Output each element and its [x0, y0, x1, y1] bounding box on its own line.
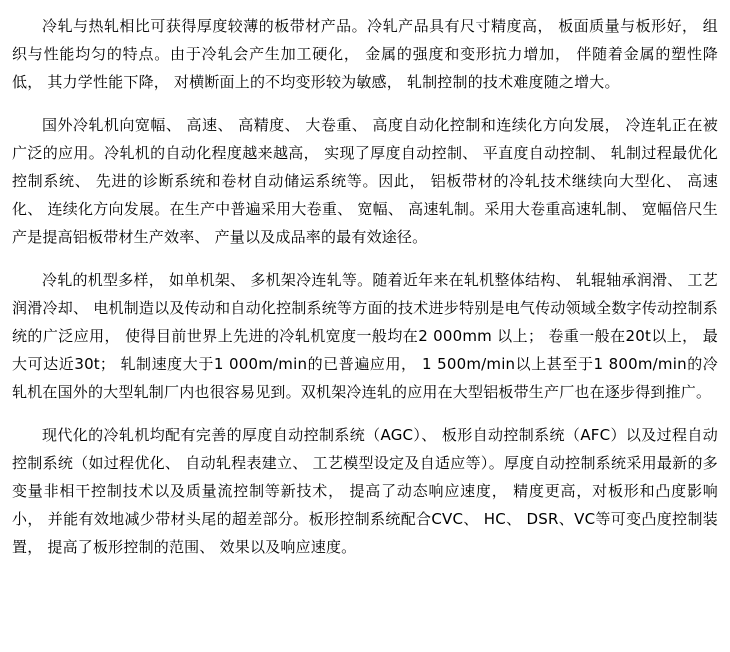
paragraph-3: 冷轧的机型多样， 如单机架、 多机架冷连轧等。随着近年来在轧机整体结构、 轧辊轴承润滑、 工艺润滑冷却、 电机制造以及传动和自动化控制系统等方面的技术进步特别是电气传动领域全数字传动控制系统的广泛应用， 使得目前世界上先进的冷轧机宽度一般均在2 000mm 以上； 卷重一般在20t以上， 最大可达近30t； 轧制速度大于1 000m/min的已普遍应用， 1 500m/min以上甚至于1 800m/min的冷轧机在国外的大型轧制厂内也很容易见到。双机架冷连轧的应用在大型铝板带生产厂也在逐步得到推广。 — [12, 271, 718, 401]
paragraph-2: 国外冷轧机向宽幅、 高速、 高精度、 大卷重、 高度自动化控制和连续化方向发展， 冷连轧正在被广泛的应用。冷轧机的自动化程度越来越高， 实现了厚度自动控制、 平直度自动控制、 轧制过程最优化控制系统、 先进的诊断系统和卷材自动储运系统等。因此， 铝板带材的冷轧技术继续向大型化、 高速化、 连续化方向发展。在生产中普遍采用大卷重、 宽幅、 高速轧制。采用大卷重高速轧制、 宽幅倍尺生产是提高铝板带材生产效率、 产量以及成品率的最有效途径。 — [12, 116, 718, 246]
paragraph-4: 现代化的冷轧机均配有完善的厚度自动控制系统（AGC）、 板形自动控制系统（AFC）以及过程自动控制系统（如过程优化、 自动轧程表建立、 工艺模型设定及自适应等）。厚度自动控制系统采用最新的多变量非相干控制技术以及质量流控制等新技术， 提高了动态响应速度， 精度更高，对板形和凸度影响小， 并能有效地减少带材头尾的超差部分。板形控制系统配合CVC、 HC、 DSR、VC等可变凸度控制装置， 提高了板形控制的范围、 效果以及响应速度。 — [12, 426, 718, 556]
document-body — [12, 12, 718, 576]
paragraph-1: 冷轧与热轧相比可获得厚度较薄的板带材产品。冷轧产品具有尺寸精度高， 板面质量与板形好， 组织与性能均匀的特点。由于冷轧会产生加工硬化， 金属的强度和变形抗力增加， 伴随着金属的塑性降低， 其力学性能下降， 对横断面上的不均变形较为敏感， 轧制控制的技术难度随之增大。 — [12, 17, 718, 91]
